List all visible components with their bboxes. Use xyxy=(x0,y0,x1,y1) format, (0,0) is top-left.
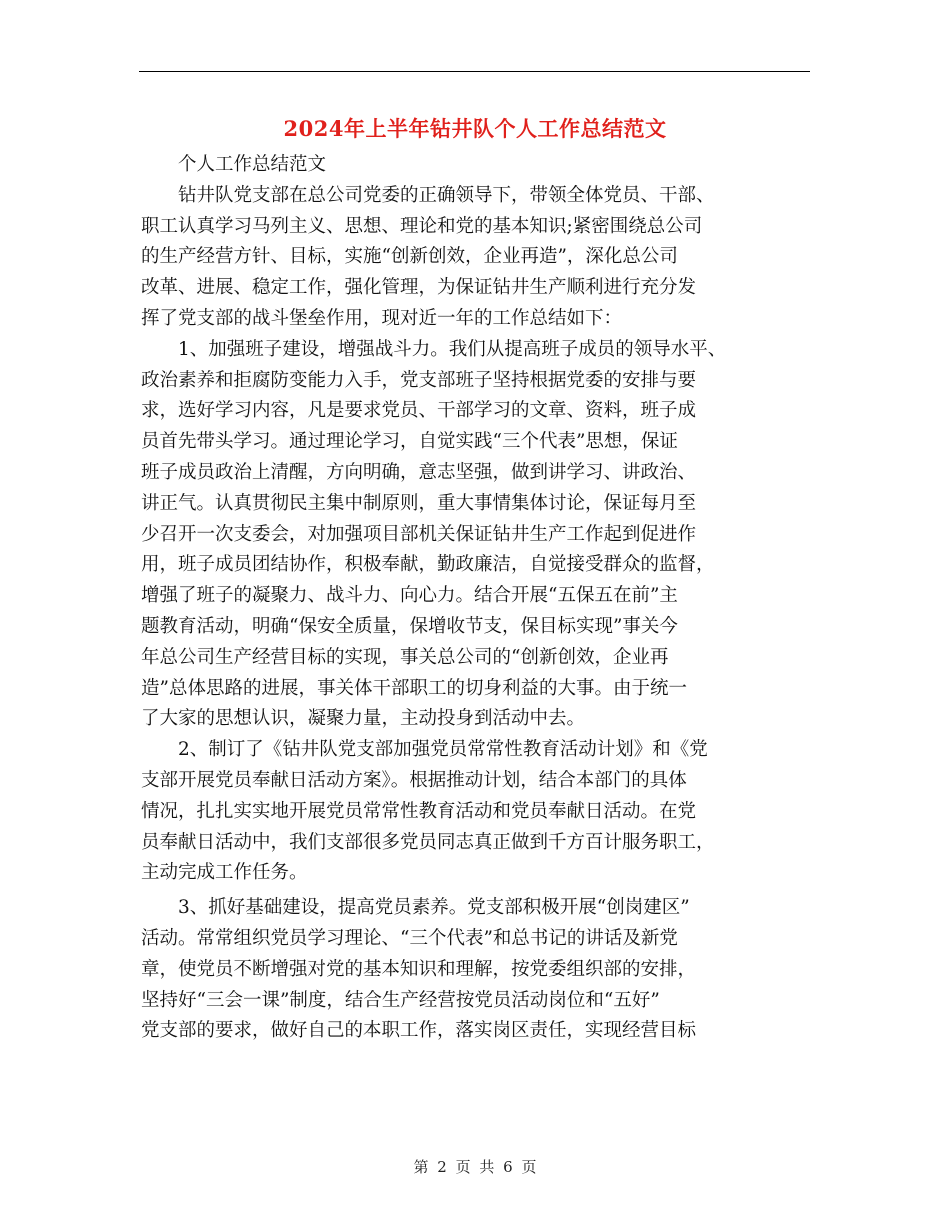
paragraph-line: 的生产经营方针、目标，实施“创新创效，企业再造”，深化总公司 xyxy=(141,246,678,268)
paragraph-line: 3、抓好基础建设，提高党员素养。党支部积极开展“创岗建区” xyxy=(178,897,690,919)
paragraph-line: 2、制订了《钻井队党支部加强党员常常性教育活动计划》和《党 xyxy=(178,739,708,761)
paragraph-line: 员奉献日活动中，我们支部很多党员同志真正做到千方百计服务职工， xyxy=(141,831,715,853)
paragraph-line: 求，选好学习内容，凡是要求党员、干部学习的文章、资料，班子成 xyxy=(141,400,697,422)
paragraph-line: 情况，扎扎实实地开展党员常常性教育活动和党员奉献日活动。在党 xyxy=(141,800,697,822)
document-title: 2024年上半年钻井队个人工作总结范文 xyxy=(283,116,667,141)
paragraph-line: 职工认真学习马列主义、思想、理论和党的基本知识;紧密围绕总公司 xyxy=(141,215,703,237)
paragraph-line: 1、加强班子建设，增强战斗力。我们从提高班子成员的领导水平、 xyxy=(178,338,727,360)
paragraph-line: 党支部的要求，做好自己的本职工作，落实岗区责任，实现经营目标 xyxy=(141,1020,697,1042)
paragraph-line: 主动完成工作任务。 xyxy=(141,862,308,884)
paragraph-line: 造”总体思路的进展，事关体干部职工的切身利益的大事。由于统一 xyxy=(141,677,687,699)
paragraph-line: 年总公司生产经营目标的实现，事关总公司的“创新创效，企业再 xyxy=(141,646,669,668)
page-indicator: 第 2 页 共 6 页 xyxy=(413,1158,537,1176)
paragraph-line: 章，使党员不断增强对党的基本知识和理解，按党委组织部的安排， xyxy=(141,958,697,980)
paragraph-line: 个人工作总结范文 xyxy=(178,154,327,175)
paragraph-line: 挥了党支部的战斗堡垒作用，现对近一年的工作总结如下： xyxy=(141,307,623,329)
paragraph-line: 用，班子成员团结协作，积极奉献，勤政廉洁，自觉接受群众的监督， xyxy=(141,554,715,576)
paragraph-line: 政治素养和拒腐防变能力入手，党支部班子坚持根据党委的安排与要 xyxy=(141,369,697,391)
paragraph-line: 了大家的思想认识，凝聚力量，主动投身到活动中去。 xyxy=(141,708,586,730)
paragraph-line: 讲正气。认真贯彻民主集中制原则，重大事情集体讨论，保证每月至 xyxy=(141,492,697,514)
paragraph-line: 改革、进展、稳定工作，强化管理，为保证钻井生产顺利进行充分发 xyxy=(141,277,697,299)
paragraph-line: 坚持好“三会一课”制度，结合生产经营按党员活动岗位和“五好” xyxy=(141,989,660,1011)
paragraph-line: 支部开展党员奉献日活动方案》。根据推动计划，结合本部门的具体 xyxy=(141,769,687,791)
paragraph-line: 钻井队党支部在总公司党委的正确领导下，带领全体党员、干部、 xyxy=(178,184,715,206)
document-body xyxy=(141,150,821,1047)
paragraph-line: 班子成员政治上清醒，方向明确，意志坚强，做到讲学习、讲政治、 xyxy=(141,461,697,483)
paragraph-line: 少召开一次支委会，对加强项目部机关保证钻井生产工作起到促进作 xyxy=(141,523,697,545)
paragraph-line: 题教育活动，明确“保安全质量，保增收节支，保目标实现”事关今 xyxy=(141,615,678,637)
paragraph-line: 活动。常常组织党员学习理论、“三个代表”和总书记的讲话及新党 xyxy=(141,927,678,949)
paragraph-line: 员首先带头学习。通过理论学习，自觉实践“三个代表”思想，保证 xyxy=(141,431,678,453)
header-rule xyxy=(139,71,810,72)
paragraph-line: 增强了班子的凝聚力、战斗力、向心力。结合开展“五保五在前”主 xyxy=(141,585,678,607)
